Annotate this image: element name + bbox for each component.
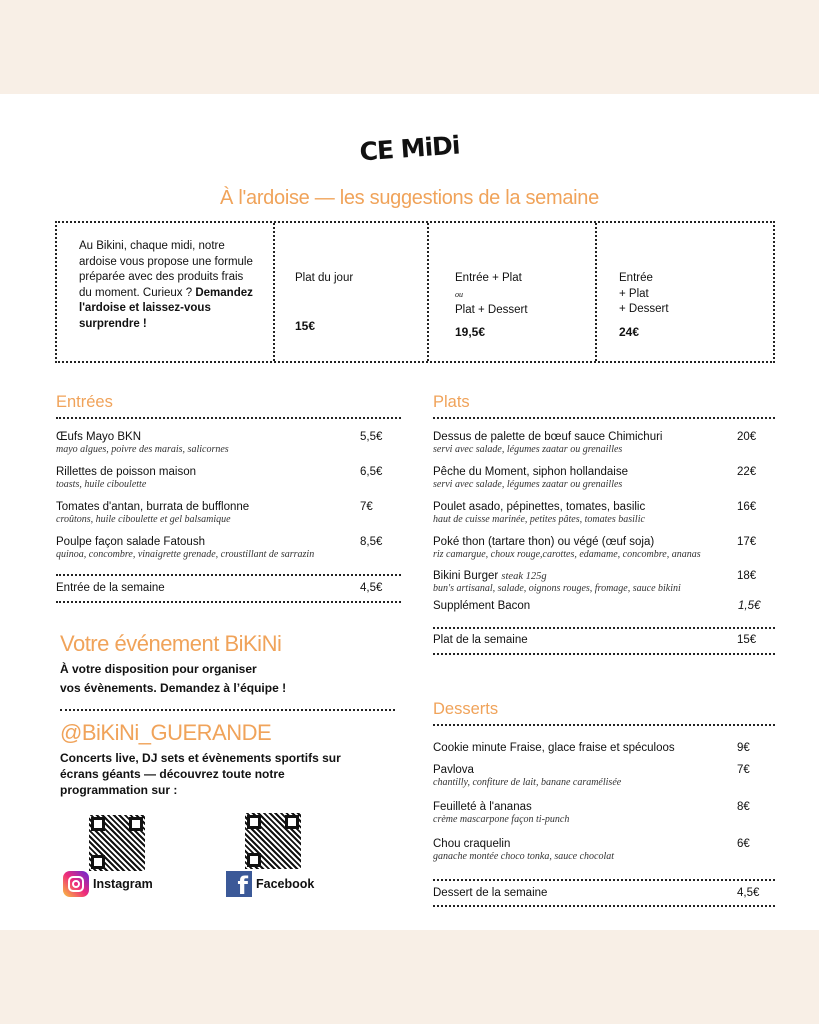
divider	[433, 653, 775, 655]
item-name: Tomates d'antan, burrata de bufflonne	[56, 501, 250, 513]
item-desc: ganache montée choco tonka, sauce chocolat	[433, 851, 615, 862]
item-price: 6€	[737, 838, 750, 850]
formula-line: Plat + Dessert	[455, 303, 528, 316]
plat-item	[433, 600, 763, 612]
formula-line: Entrée + Plat	[455, 272, 522, 284]
item-desc: crème mascarpone façon ti-punch	[433, 814, 570, 825]
item-price: 9€	[737, 742, 750, 754]
item-price: 22€	[737, 466, 757, 478]
formula-line: + Plat	[619, 287, 649, 300]
formula-three-courses	[595, 223, 773, 361]
plats-title: Plats	[433, 393, 470, 411]
item-name: Chou craquelin	[433, 838, 511, 850]
formula-price: 19,5€	[455, 325, 486, 339]
item-price: 5,5€	[360, 431, 383, 443]
item-price: 8€	[737, 801, 750, 813]
item-name: Entrée de la semaine	[56, 582, 165, 594]
instagram-label: Instagram	[93, 877, 153, 891]
item-name-text: Bikini Burger	[433, 570, 499, 582]
entree-item	[56, 431, 386, 455]
plat-item	[433, 466, 763, 490]
facebook-icon: f	[226, 871, 252, 897]
formula-line: Entrée	[619, 272, 653, 284]
formula-line: + Dessert	[619, 303, 669, 315]
entree-item	[56, 466, 386, 490]
ardoise-intro-bold: Demandez l'ardoise et laissez-vous surprendre !	[79, 286, 253, 330]
formula-two-courses	[427, 223, 595, 361]
social-handle: @BiKiNi_GUERANDE	[60, 720, 272, 745]
facebook-label: Facebook	[256, 877, 315, 891]
divider	[56, 417, 401, 419]
divider	[433, 724, 775, 726]
item-price: 4,5€	[737, 887, 760, 899]
instagram-qr-code[interactable]	[89, 815, 145, 871]
divider	[56, 574, 401, 576]
instagram-icon	[63, 871, 89, 897]
event-title: Votre événement BiKiNi	[60, 631, 282, 656]
item-name: Plat de la semaine	[433, 634, 528, 646]
item-name: Poulpe façon salade Fatoush	[56, 536, 205, 548]
item-desc: mayo algues, poivre des marais, salicornes	[56, 444, 229, 455]
item-name: Poulet asado, pépinettes, tomates, basilic	[433, 501, 646, 513]
facebook-link[interactable]	[226, 871, 314, 897]
divider	[433, 627, 775, 629]
item-price: 7€	[360, 501, 373, 513]
item-price: 6,5€	[360, 466, 383, 478]
social-line: programmation sur :	[60, 783, 178, 797]
item-name: Feuilleté à l'ananas	[433, 801, 532, 813]
facebook-qr-code[interactable]	[245, 813, 301, 869]
plat-item	[433, 570, 763, 594]
item-price: 4,5€	[360, 582, 383, 594]
divider	[433, 905, 775, 907]
ardoise-box	[55, 221, 775, 363]
item-price: 8,5€	[360, 536, 383, 548]
plat-item	[433, 501, 763, 525]
desserts-title: Desserts	[433, 700, 499, 718]
item-desc: haut de cuisse marinée, petites pâtes, tomates basilic	[433, 514, 645, 525]
ardoise-intro	[57, 223, 273, 361]
dessert-weekly	[433, 887, 763, 899]
ardoise-intro-text: Au Bikini, chaque midi, notre ardoise vous propose une formule préparée avec des produits frais du moment. Curieux ?	[79, 240, 253, 299]
item-name: Dessus de palette de bœuf sauce Chimichuri	[433, 431, 663, 443]
item-desc: quinoa, concombre, vinaigrette grenade, croustillant de sarrazin	[56, 549, 315, 560]
social-line: Concerts live, DJ sets et évènements sportifs sur	[60, 751, 341, 765]
item-name: Cookie minute Fraise, glace fraise et spéculoos	[433, 742, 675, 754]
plat-item	[433, 431, 763, 455]
item-name: Rillettes de poisson maison	[56, 466, 196, 478]
formula-or: ou	[455, 289, 463, 299]
plat-item	[433, 536, 763, 560]
dessert-item	[433, 801, 763, 825]
item-name: Dessert de la semaine	[433, 887, 548, 899]
entrees-title: Entrées	[56, 393, 113, 411]
entree-item	[56, 501, 386, 525]
event-line: vos évènements. Demandez à l’équipe !	[60, 681, 287, 695]
instagram-link[interactable]	[63, 871, 153, 897]
divider	[433, 417, 775, 419]
social-line: écrans géants — découvrez toute notre	[60, 767, 285, 781]
formula-label: Plat du jour	[295, 272, 354, 284]
item-name: Pavlova	[433, 764, 474, 776]
divider	[56, 601, 401, 603]
item-price: 15€	[737, 634, 757, 646]
dessert-item	[433, 742, 763, 754]
entree-item	[56, 536, 386, 560]
item-price: 17€	[737, 536, 757, 548]
item-price: 16€	[737, 501, 757, 513]
item-desc: croûtons, huile ciboulette et gel balsamique	[56, 514, 231, 525]
item-desc: bun's artisanal, salade, oignons rouges, fromage, sauce bikini	[433, 583, 681, 594]
formula-price: 15€	[295, 318, 316, 333]
divider	[60, 709, 395, 711]
item-name: Poké thon (tartare thon) ou végé (œuf soja)	[433, 536, 655, 548]
dessert-item	[433, 838, 763, 862]
item-name-suffix: steak 125g	[501, 571, 547, 582]
item-name	[433, 570, 763, 582]
item-price: 20€	[737, 431, 757, 443]
plat-weekly	[433, 634, 763, 646]
dessert-item	[433, 764, 763, 788]
menu-page	[0, 94, 819, 930]
item-price: 7€	[737, 764, 750, 776]
item-price: 18€	[737, 570, 757, 582]
divider	[433, 879, 775, 881]
formula-price: 24€	[619, 324, 640, 339]
item-name: Supplément Bacon	[433, 600, 531, 612]
item-name: Œufs Mayo BKN	[56, 431, 141, 443]
page-title: CE MiDi	[358, 130, 461, 167]
item-price: 1,5€	[738, 600, 761, 612]
item-desc: servi avec salade, légumes zaatar ou grenailles	[433, 479, 623, 490]
event-line: À votre disposition pour organiser	[60, 662, 257, 676]
ardoise-subtitle: À l'ardoise — les suggestions de la semaine	[220, 187, 599, 209]
entree-weekly	[56, 582, 386, 594]
item-desc: chantilly, confiture de lait, banane caramélisée	[433, 777, 622, 788]
item-desc: servi avec salade, légumes zaatar ou grenailles	[433, 444, 623, 455]
item-desc: riz camargue, choux rouge,carottes, edamame, concombre, ananas	[433, 549, 701, 560]
formula-plat-du-jour	[273, 223, 427, 361]
item-desc: toasts, huile ciboulette	[56, 479, 147, 490]
item-name: Pêche du Moment, siphon hollandaise	[433, 466, 628, 478]
